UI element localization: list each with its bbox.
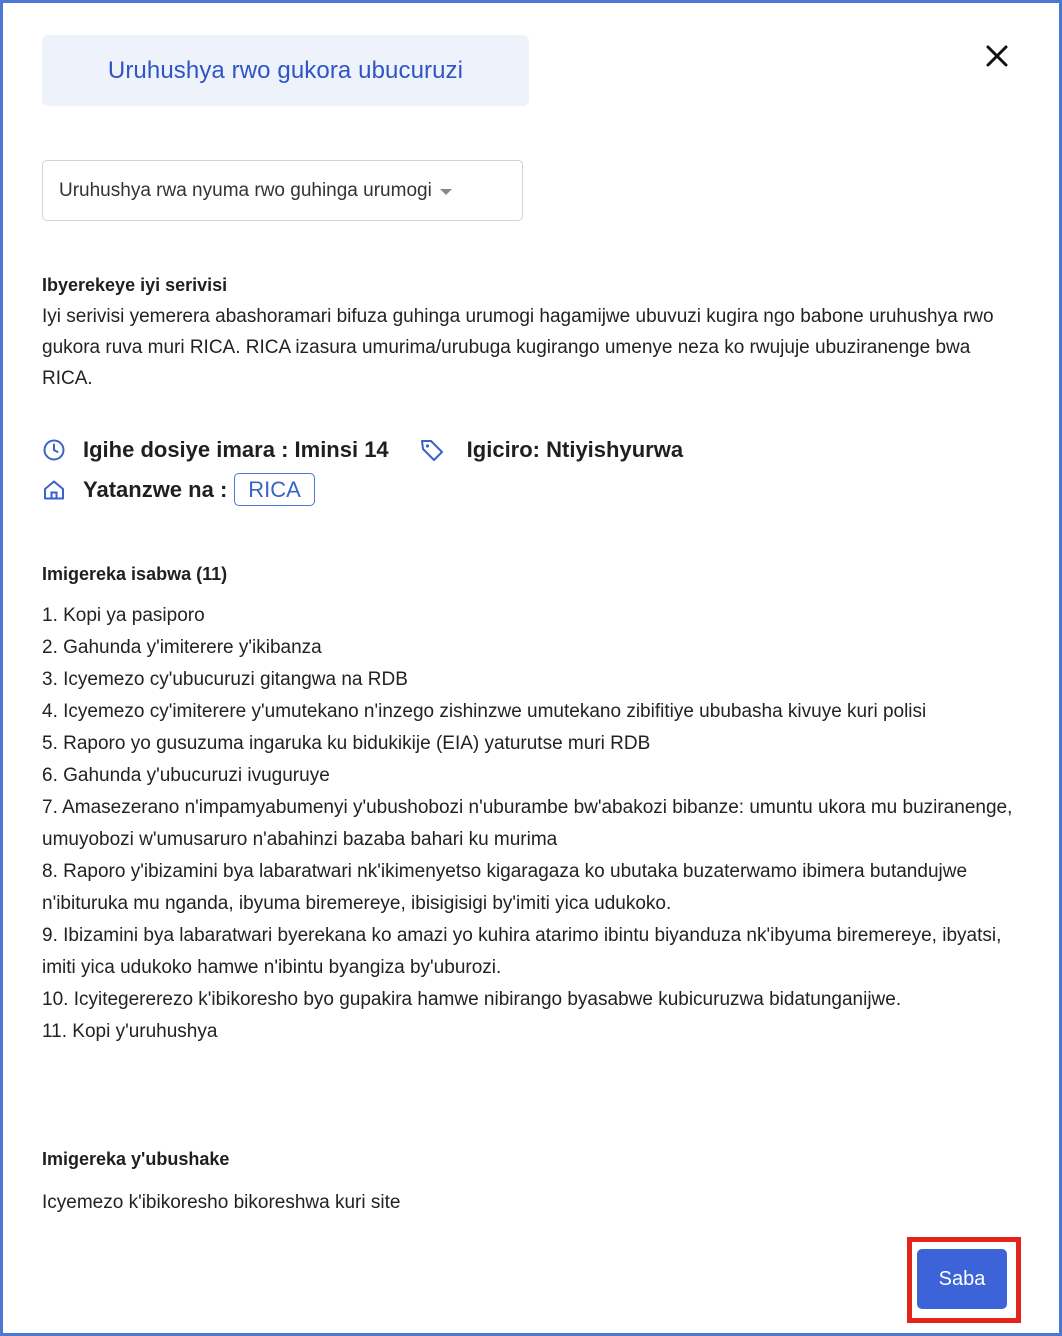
- modal-title: Uruhushya rwo gukora ubucuruzi: [107, 56, 464, 84]
- meta-row-top: [42, 437, 683, 463]
- provider-label: Yatanzwe na :: [83, 476, 228, 502]
- list-item: 7. Amasezerano n'impamyabumenyi y'ubushobozi n'uburambe bw'abakozi bibanze: umuntu ukora mu buziranenge, umuyobozi w'umusaruro n'abahinzi bazaba bahari ku murima: [42, 797, 1013, 850]
- list-item: 1. Kopi ya pasiporo: [42, 605, 205, 626]
- apply-button[interactable]: Saba: [917, 1249, 1007, 1309]
- optional-text: Icyemezo k'ibikoresho bikoreshwa kuri site: [42, 1192, 401, 1213]
- about-text: Iyi serivisi yemerera abashoramari bifuza guhinga urumogi hagamijwe ubuvuzi kugira ngo babone uruhushya rwo gukora ruva muri RICA. RICA izasura umurima/urubuga kugirango umenye neza ko rwujuje ubuziranenge bwa RICA.: [42, 306, 994, 389]
- list-item: 8. Raporo y'ibizamini bya labaratwari nk'ikimenyetso kigaragaza ko ubutaka buzaterwamo ibimera butandujwe n'ibituruka mu nganda, ibyuma biremereye, ibisigisigi by'imiti yica udukoko.: [42, 861, 968, 914]
- requirements-list: [42, 600, 1017, 1048]
- service-select[interactable]: [42, 160, 523, 221]
- provider-tag[interactable]: RICA: [234, 473, 315, 506]
- list-item: 2. Gahunda y'imiterere y'ikibanza: [42, 637, 322, 658]
- requirements-heading: Imigereka isabwa (11): [42, 564, 228, 584]
- chevron-down-icon: [440, 189, 452, 195]
- list-item: 9. Ibizamini bya labaratwari byerekana ko amazi yo kuhira atarimo ibintu biyanduza nk'ibyuma biremereye, ibyatsi, imiti yica udukoko hamwe n'ibintu byangiza by'uburozi.: [42, 925, 1002, 978]
- tag-icon: [419, 437, 445, 463]
- list-item: 10. Icyitegererezo k'ibikoresho byo gupakira hamwe nibirango byasabwe kubicuruzwa bidatunganijwe.: [42, 989, 902, 1010]
- list-item: 4. Icyemezo cy'imiterere y'umutekano n'inzego zishinzwe umutekano zibifitiye ububasha kivuye kuri polisi: [42, 701, 927, 722]
- list-item: 3. Icyemezo cy'ubucuruzi gitangwa na RDB: [42, 669, 408, 690]
- meta-row-provider: [42, 473, 315, 506]
- close-icon: [986, 45, 1008, 67]
- optional-heading: Imigereka y'ubushake: [42, 1149, 230, 1169]
- list-item: 6. Gahunda y'ubucuruzi ivuguruye: [42, 765, 330, 786]
- service-select-value: Uruhushya rwa nyuma rwo guhinga urumogi: [59, 179, 432, 201]
- list-item: 5. Raporo yo gusuzuma ingaruka ku bidukikije (EIA) yaturutse muri RDB: [42, 733, 651, 754]
- list-item: 11. Kopi y'uruhushya: [42, 1021, 218, 1042]
- about-heading: Ibyerekeye iyi serivisi: [42, 275, 228, 295]
- home-icon: [42, 478, 66, 502]
- duration-label: Igihe dosiye imara : Iminsi 14: [83, 437, 389, 462]
- price-label: Igiciro: Ntiyishyurwa: [466, 437, 684, 462]
- close-button[interactable]: [980, 39, 1014, 73]
- clock-icon: [42, 438, 66, 462]
- modal-title-chip: [42, 35, 529, 106]
